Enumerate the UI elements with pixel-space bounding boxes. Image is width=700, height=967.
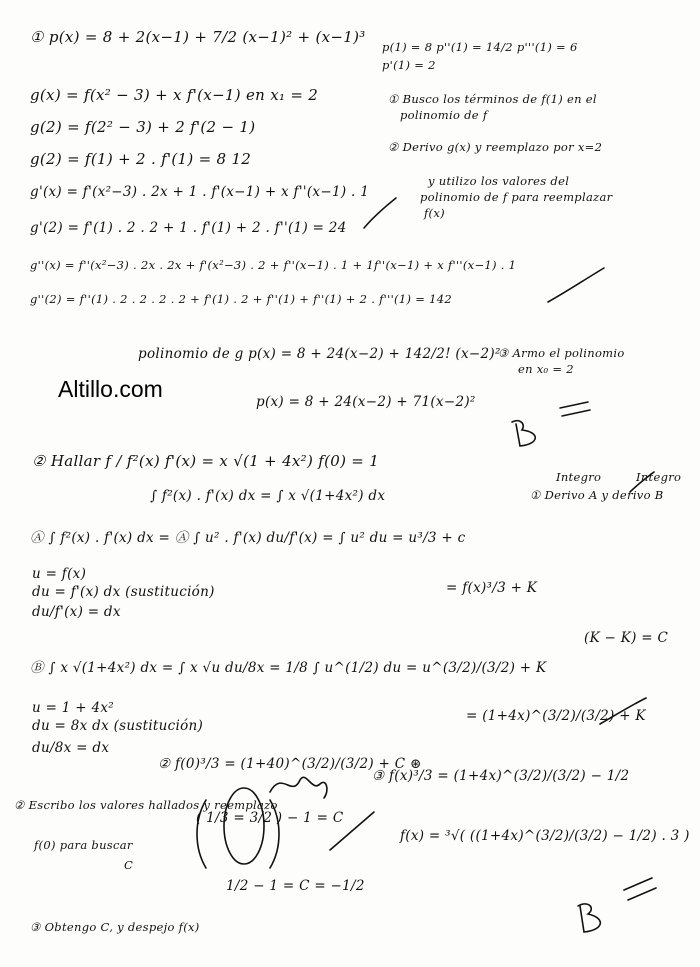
substitution-b-u: u = 1 + 4x² xyxy=(32,700,114,716)
note-step-3-cont: en x₀ = 2 xyxy=(518,362,574,376)
integral-a: Ⓐ ∫ f²(x) . f'(x) dx = Ⓐ ∫ u² . f'(x) du/f'(x) = ∫ u² du = u³/3 + c xyxy=(30,530,466,546)
exercise-2-statement: ② Hallar f / f²(x) f'(x) = x √(1 + 4x²) f(0) = 1 xyxy=(32,452,380,470)
integral-b: Ⓑ ∫ x √(1+4x²) dx = ∫ x √u du/8x = 1/8 ∫ u^(1/2) du = u^(3/2)/(3/2) + K xyxy=(30,660,547,676)
g-at-2-value: g(2) = f(1) + 2 . f'(1) = 8 12 xyxy=(30,150,252,168)
solve-c-result: 1/2 − 1 = C = −1/2 xyxy=(226,878,365,894)
check-mark xyxy=(548,268,604,302)
g-at-2: g(2) = f(2² − 3) + 2 f'(2 − 1) xyxy=(30,118,256,136)
grade-mark xyxy=(624,878,656,900)
constant-difference: (K − K) = C xyxy=(584,630,669,646)
substitution-b-du: du = 8x dx (sustitución) xyxy=(32,718,204,734)
grade-mark xyxy=(560,402,590,416)
final-f-formula: f(x) = ³√( ((1+4x)^(3/2)/(3/2) − 1/2) . 3 ) xyxy=(400,828,690,844)
grade-mark xyxy=(578,904,600,932)
note-integro-a: Integro xyxy=(556,470,602,484)
integral-a-result: = f(x)³/3 + K xyxy=(446,580,538,596)
note-step-2-cont-c: f(x) xyxy=(424,206,445,220)
note-step-2-cont-b: polinomio de f para reemplazar xyxy=(420,190,613,204)
grade-mark xyxy=(512,421,535,446)
scribble xyxy=(270,777,327,798)
note-step-1: ① Busco los términos de f(1) en el xyxy=(388,92,597,106)
solve-c-equation: ( 1/3 = 3/2 ) − 1 = C xyxy=(196,810,344,826)
g-first-derivative: g'(x) = f'(x²−3) . 2x + 1 . f'(x−1) + x f''(x−1) . 1 xyxy=(30,184,370,200)
g-first-derivative-at-2: g'(2) = f'(1) . 2 . 2 + 1 . f'(1) + 2 . f''(1) = 24 xyxy=(30,220,347,236)
g-second-derivative-at-2: g''(2) = f''(1) . 2 . 2 . 2 . 2 + f'(1) . 2 + f''(1) + f''(1) + 2 . f'''(1) = 142 xyxy=(30,292,452,306)
substitution-a-u: u = f(x) xyxy=(32,566,87,582)
substitution-a-du: du = f'(x) dx (sustitución) xyxy=(32,584,215,600)
note-derivo: ① Derivo A y derivo B xyxy=(530,488,664,502)
solution-step: ③ f(x)³/3 = (1+4x)^(3/2)/(3/2) − 1/2 xyxy=(372,768,630,784)
watermark: Altillo.com xyxy=(58,376,163,402)
f-first-derivative-value: p'(1) = 2 xyxy=(382,58,436,72)
note-step-2b-cont: f(0) para buscar xyxy=(34,838,133,852)
f-derivative-values: p(1) = 8 p''(1) = 14/2 p'''(1) = 6 xyxy=(382,40,578,54)
integral-b-result: = (1+4x)^(3/2)/(3/2) + K xyxy=(466,708,646,724)
check-mark xyxy=(364,198,396,228)
g-taylor-polynomial: polinomio de g p(x) = 8 + 24(x−2) + 142/2! (x−2)² xyxy=(138,346,501,362)
g-taylor-polynomial-simplified: p(x) = 8 + 24(x−2) + 71(x−2)² xyxy=(256,394,476,410)
note-step-2: ② Derivo g(x) y reemplazo por x=2 xyxy=(388,140,603,154)
substitution-b-dx: du/8x = dx xyxy=(32,740,110,756)
g-definition: g(x) = f(x² − 3) + x f'(x−1) en x₁ = 2 xyxy=(30,86,319,104)
g-second-derivative: g''(x) = f''(x²−3) . 2x . 2x + f'(x²−3) . 2 + f''(x−1) . 1 + 1f''(x−1) + x f'''(x−1) . 1 xyxy=(30,258,517,272)
note-step-2-cont-a: y utilizo los valores del xyxy=(428,174,570,188)
initial-condition-step: ② f(0)³/3 = (1+40)^(3/2)/(3/2) + C ⊛ xyxy=(158,756,422,772)
taylor-polynomial-f: ① p(x) = 8 + 2(x−1) + 7/2 (x−1)² + (x−1)³ xyxy=(30,28,366,46)
note-step-3: ③ Armo el polinomio xyxy=(498,346,625,360)
note-integro-b: Integro xyxy=(636,470,682,484)
substitution-a-dx: du/f'(x) = dx xyxy=(32,604,121,620)
note-step-1-cont: polinomio de f xyxy=(400,108,488,122)
note-step-2b: ② Escribo los valores hallados y reemplazo xyxy=(14,798,278,812)
note-step-3b: ③ Obtengo C, y despejo f(x) xyxy=(30,920,200,934)
note-step-2b-c: C xyxy=(124,858,134,872)
integral-equation: ∫ f²(x) . f'(x) dx = ∫ x √(1+4x²) dx xyxy=(150,488,386,504)
